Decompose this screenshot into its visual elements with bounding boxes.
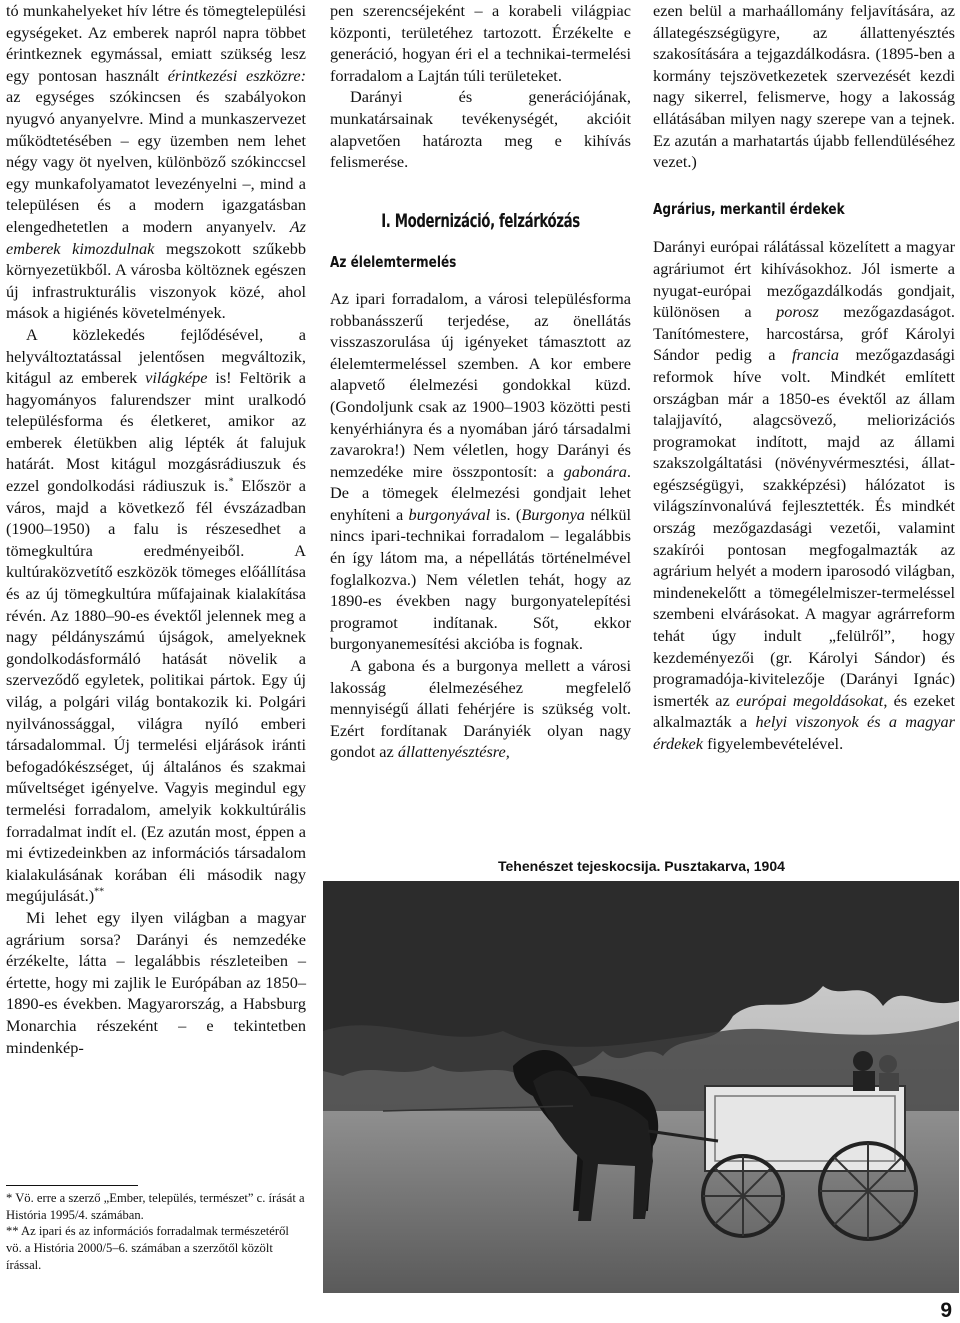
paragraph: A közlekedés fejlődésével, a helyváltoztatással jelentősen megváltozik, kitágul az emberek világképe is! Feltörik a hagyományos falurendszer mint uralkodó településforma és életkeret, amikor az emberek életükben alig lépték át falujuk határát. Most kitágul mozgásrádiuszuk és ezzel gondolkodási rádiuszuk is.* Először a város, majd a következő fél évszázadban (1900–1950) a falu is részesedhet a tömegkultúra eredményeiből. A kultúraközvetítő eszközök tömeges előállítása és az új tömegkultúra műfajainak kialakítása révén. Az 1880–90-es évektől jelennek meg a nagy példányszámú újságok, amelyeknek gondolkodásformáló hatását növelik a szerveződő egyletek, politikai pártok. Egy új világ, a polgári világ bontakozik ki. Polgári nyilvánossággal, világra nyíló emberi társadalommal. Új termelési eljárások iránti befogadókészséget, új általános és szakmai műveltséget igényelve. Vagyis megindul egy termelési forradalom, amelyik kokkultúrális forradalmat indít el. (Ez azután most, éppen a mi évtizedeinkben az információs társadalom kialakulásának korában éli második nagy megújulását.)** bbox=[6, 324, 306, 906]
subsection-title: Az élelemtermelés bbox=[330, 253, 457, 272]
paragraph: ezen belül a marhaállomány feljavítására, az állategészségügyre, az állattenyésztés szakosítására a tejgazdálkodásra. (1895-ben a kormány tejszövetkezetek szervezését kezdi nagy sikerrel, felismerve, hogy a lakosság ellátásában milyen nagy szerepe van a tejnek. Ez azután a marhatartás újabb fellendüléséhez vezet.) bbox=[653, 1, 955, 172]
paragraph: Darányi európai rálátással közelített a magyar agráriumot ért kihívásokhoz. Jól ismerte a nyugat-európai mezőgazdálkodás gondjait, különösen a porosz mezőgazdaságot. Tanítómestere, harcostársa, gróf Károlyi Sándor pedig a francia mezőgazdasági reformok híve volt. Mindkét említett országban már a 1850-es évektől az állam talajjavító, alagcsövező, meliorizációs programokat indított, majd az állami szakszolgáltatási (növényvérmesztési, állat-egészségügyi, szakképzési) hálózatot is világszínvonalúvá fejlesztették. És mindkét ország mezőgazdasági vezetői, valamint szakírói pontosan megfogalmazták az agrárium helyét a modern iparosodó világban, mindenekelőtt a tömegélelmiszer-termeléssel szembeni elvárásokat. A magyar agrárreform tehát úgy indult „felülről”, hogy kezdeményezői (gr. Károlyi Sándor) és programadója-kivitelezője (Darányi Ignác) ismerték az európai megoldásokat, és ezeket alkalmazták a helyi viszonyok és a magyar érdekek figyelembevételével. bbox=[653, 237, 956, 753]
column-1 bbox=[6, 0, 306, 1058]
footnote-1: * Vö. erre a szerző „Ember, település, természet” c. írását a História 1995/4. számában. bbox=[6, 1191, 305, 1222]
footnotes bbox=[6, 1185, 306, 1274]
section-title: I. Modernizáció, felzárkózás bbox=[381, 209, 580, 232]
column-3 bbox=[653, 0, 955, 755]
page-number: 9 bbox=[940, 1299, 952, 1322]
paragraph: Az ipari forradalom, a városi településforma robbanásszerű terjedése, az önellátás visszaszorulása új igényeket támasztott az élelemtermeléssel szemben. A kor embere alapvető élelmezési gondokkal küzd. (Gondoljunk csak az 1900–1903 közötti pesti kenyérhiányra és a nyomában járó társadalmi zavarokra!) Nem véletlen, hogy Darányi és nemzedéke mire összpontosít: a gabonára. De a tömegek élelmezési gondjait lehet enyhíteni a burgonyával is. (Burgonya nélkül nincs ipari-technikai forradalom – legalábbis én így látom ma, a népellátás történelmével foglalkozva.) Nem véletlen tehát, hogy az 1890-es években nagy burgonyatelepítési programot indítanak. Sőt, ekkor burgonyanemesítési akcióba is fognak. bbox=[330, 288, 632, 654]
historical-photo bbox=[323, 881, 959, 1293]
milk-wagon-photo bbox=[323, 881, 959, 1293]
subsection-title: Agrárius, merkantil érdekek bbox=[653, 199, 845, 218]
figure-caption: Tehenészet tejeskocsija. Pusztakarva, 1904 bbox=[498, 858, 785, 874]
paragraph: tó munkahelyeket hív létre és tömegtelepülési egységeket. Az emberek napról napra többet érintkeznek egymással, emiatt szükség lesz egy pontosan használt érintkezési eszközre: az egységes szókincsen és szabályokon nyugvó anyanyelvre. Mind a munkaszervezet működtetésében – egy üzemben nem lehet négy vagy öt nyelven, különböző szókinccsel egy munkafolyamatot levezényelni –, mind a településen és a modern igazgatásban elengedhetetlen a modern anyanyelv. Az emberek kimozdulnak megszokott szűkebb környezetükből. A városba költöznek egészen új infrastrukturális viszonyok közé, ahol mások a higiénés követelmények. bbox=[6, 1, 306, 323]
paragraph: pen szerencséjeként – a korabeli világpiac központi, területéhez tartozott. Érzékelte e generáció, hogyan éri el a technikai-termelési forradalom a Lajtán túli területeket. bbox=[330, 1, 631, 85]
paragraph: A gabona és a burgonya mellett a városi lakosság élelmezéséhez megfelelő mennyiségű állati fehérjére is szükség volt. Ezért fordítanak Darányiék olyan nagy gondot az állattenyésztésre, bbox=[330, 656, 631, 762]
paragraph: Mi lehet egy ilyen világban a magyar agrárium sorsa? Darányi és nemzedéke érzékelte, látta – legalábbis részleteiben – értette, hogy mi zajlik le Európában az 1850–1890-es években. Magyarország, a Habsburg Monarchia részeként – e tekintetben mindenkép- bbox=[6, 907, 306, 1057]
column-2 bbox=[330, 0, 631, 763]
footnote-rule bbox=[6, 1185, 138, 1186]
footnote-2: ** Az ipari és az információs forradalmak természetéről vö. a História 2000/5–6. számában a szerzőtől közölt írással. bbox=[6, 1224, 289, 1272]
paragraph: Darányi és generációjának, munkatársainak tevékenységét, akcióit alapvetően határozta meg e kihívás felismerése. bbox=[330, 87, 631, 172]
